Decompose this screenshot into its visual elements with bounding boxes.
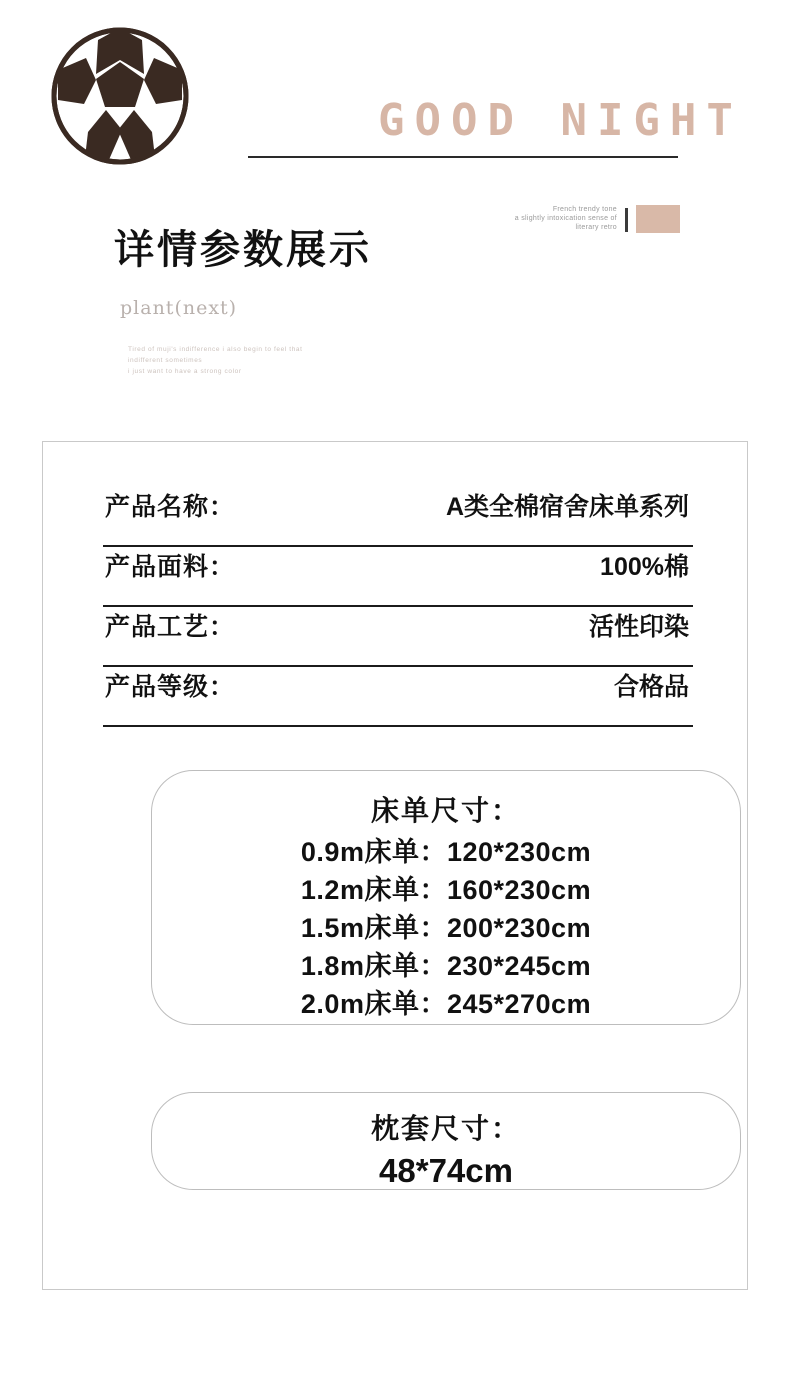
spec-value: A类全棉宿舍床单系列 — [445, 493, 689, 521]
spec-value: 活性印染 — [588, 613, 689, 641]
list-item: 1.8m床单：230*245cm — [300, 951, 592, 981]
micro-line-1: Tired of muji's indifference i also begin to feel that — [128, 346, 303, 353]
page-title: 详情参数展示 — [114, 228, 372, 272]
french-line-3: literary retro — [575, 224, 617, 231]
spec-label: 产品面料： — [105, 553, 236, 581]
french-tagline-block — [495, 205, 680, 233]
tagline-bar — [625, 208, 628, 232]
list-item: 0.9m床单：120*230cm — [300, 837, 592, 867]
spec-card — [42, 441, 748, 1290]
sheet-size-box — [151, 770, 741, 1025]
table-row — [103, 487, 693, 547]
micro-line-2: indifferent sometimes — [128, 357, 203, 364]
list-item: 1.5m床单：200*230cm — [300, 913, 592, 943]
spec-label: 产品等级： — [105, 673, 236, 701]
list-item: 1.2m床单：160*230cm — [300, 875, 592, 905]
list-item: 2.0m床单：245*270cm — [300, 989, 592, 1019]
color-swatch — [636, 205, 680, 233]
pillow-size-value: 48*74cm — [379, 1152, 513, 1189]
sheet-size-heading: 床单尺寸： — [370, 795, 521, 826]
soccer-ball-icon — [50, 26, 190, 166]
brand-wordmark: GOOD NIGHT — [378, 95, 743, 146]
french-line-1: French trendy tone — [552, 206, 617, 213]
spec-table — [103, 487, 693, 727]
table-row — [103, 667, 693, 727]
table-row — [103, 547, 693, 607]
spec-label: 产品工艺： — [105, 613, 236, 641]
page-header — [0, 0, 790, 231]
micro-line-3: i just want to have a strong color — [128, 368, 242, 375]
spec-value: 合格品 — [613, 673, 689, 701]
french-line-2: a slightly intoxication sense of — [514, 215, 617, 222]
header-divider — [248, 156, 678, 158]
table-row — [103, 607, 693, 667]
page-subtitle: plant(next) — [120, 297, 238, 319]
pillow-size-box — [151, 1092, 741, 1190]
pillow-size-heading: 枕套尺寸： — [370, 1113, 521, 1144]
micro-copy — [128, 344, 303, 377]
spec-value: 100%棉 — [600, 553, 689, 581]
spec-label: 产品名称： — [105, 493, 236, 521]
